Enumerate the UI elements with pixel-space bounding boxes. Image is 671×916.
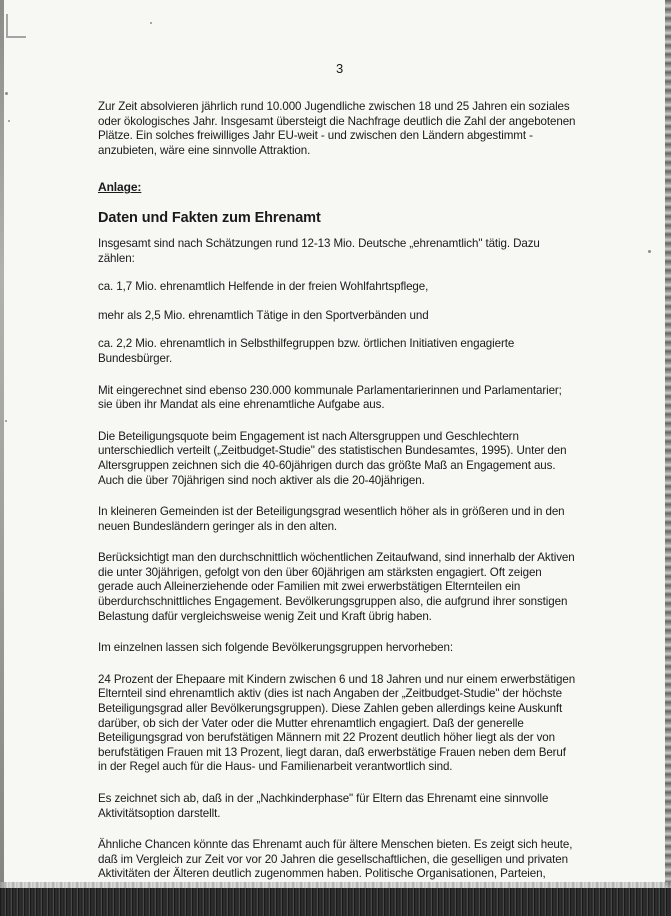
paragraph: 24 Prozent der Ehepaare mit Kindern zwischen 6 und 18 Jahren und nur einem erwerbstätigen Elternteil sind ehrenamtlich aktiv (dies ist nach Angaben der „Zeitbudget-Studie" der höchste Beteiligungsgrad aller Bevölkerungsgruppen). Diese Zahlen geben allerdings keine Auskunft darüber, ob sich der Vater oder die Mutter ehrenamtlich engagiert. Daß der generelle Beteiligungsgrad von berufstätigen Männern mit 22 Prozent deutlich höher liegt als der von berufstätigen Frauen mit 13 Prozent, liegt daran, daß erwerbstätige Frauen neben dem Beruf in der Regel auch für die Haus- und Familienarbeit verantwortlich sind. (98, 672, 576, 774)
document-body (98, 100, 576, 899)
scan-speck (5, 92, 8, 95)
paragraph: Berücksichtigt man den durchschnittlich wöchentlichen Zeitaufwand, sind innerhalb der Aktiven die unter 30jährigen, gefolgt von den über 60jährigen am stärksten engagiert. Oft zeigen gerade auch Alleinerziehende oder Familien mit zwei erwerbstätigen Elternteilen ein überdurchschnittliches Engagement. Bevölkerungsgruppen also, die aufgrund ihrer sonstigen Belastung dafür vergleichsweise wenig Zeit und Kraft übrig haben. (98, 551, 575, 623)
paragraph: ca. 1,7 Mio. ehrenamtlich Helfende in der freien Wohlfahrtspflege, (98, 280, 429, 294)
scan-speck (150, 22, 152, 24)
section-heading: Daten und Fakten zum Ehrenamt (98, 209, 321, 226)
appendix-label: Anlage: (98, 180, 142, 195)
paragraph: Die Beteiligungsquote beim Engagement ist nach Altersgruppen und Geschlechtern unterschiedlich verteilt („Zeitbudget-Studie" des statistischen Bundesamtes, 1995). Unter den Altersgruppen zeichnen sich die 40-60jährigen durch das größte Maß an Engagement aus. Auch die über 70jährigen sind noch aktiver als die 20-40jährigen. (98, 429, 567, 487)
scan-edge-right (665, 0, 671, 916)
paragraph: Mit eingerechnet sind ebenso 230.000 kommunale Parlamentarierinnen und Parlamentarier; sie üben ihr Mandat als eine ehrenamtliche Aufgabe aus. (98, 383, 562, 412)
paragraph: Insgesamt sind nach Schätzungen rund 12-13 Mio. Deutsche „ehrenamtlich" tätig. Dazu zählen: (98, 236, 540, 265)
paragraph: mehr als 2,5 Mio. ehrenamtlich Tätige in den Sportverbänden und (98, 308, 429, 322)
paragraph-intro: Zur Zeit absolvieren jährlich rund 10.000 Jugendliche zwischen 18 und 25 Jahren ein soziales oder ökologisches Jahr. Insgesamt übersteigt die Nachfrage deutlich die Zahl der angebotenen Plätze. Ein solches freiwilliges Jahr EU-weit - und zwischen den Ländern abgestimmt - anzubieten, wäre eine sinnvolle Attraktion. (98, 100, 576, 157)
page-number: 3 (336, 61, 344, 76)
scan-edge-left (0, 0, 4, 916)
paragraph: Im einzelnen lassen sich folgende Bevölkerungsgruppen hervorheben: (98, 641, 453, 655)
paragraph: Es zeichnet sich ab, daß in der „Nachkinderphase" für Eltern das Ehrenamt eine sinnvolle Aktivitätsoption darstellt. (98, 792, 549, 820)
paragraph: ca. 2,2 Mio. ehrenamtlich in Selbsthilfegruppen bzw. örtlichen Initiativen engagierte Bundesbürger. (98, 337, 515, 365)
paragraph: Ähnliche Chancen könnte das Ehrenamt auch für ältere Menschen bieten. Es zeigt sich heute, daß im Vergleich zur Zeit vor vor 20 Jahren die gesellschaftlichen, die geselligen und privaten Aktivitäten der Älteren deutlich zugenommen haben. Politische Organisationen, Parteien, (98, 838, 573, 881)
scan-speck (5, 420, 7, 422)
paragraph: In kleineren Gemeinden ist der Beteiligungsgrad wesentlich höher als in größeren und in den neuen Bundesländern geringer als in den alten. (98, 505, 565, 533)
scan-corner-mark (6, 14, 26, 38)
scan-speck (648, 250, 651, 253)
scan-speck (8, 120, 10, 122)
